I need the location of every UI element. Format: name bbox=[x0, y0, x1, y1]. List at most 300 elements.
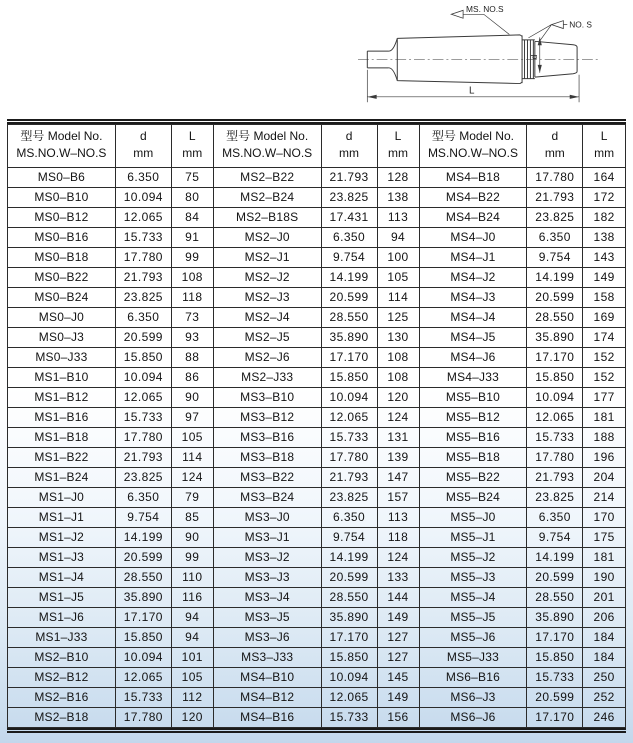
d-cell: 17.170 bbox=[115, 607, 171, 627]
table-row bbox=[8, 587, 626, 607]
d-cell: 15.850 bbox=[527, 367, 583, 387]
l-cell: 114 bbox=[377, 287, 419, 307]
table-row bbox=[8, 567, 626, 587]
model-cell: MS2–B22 bbox=[213, 167, 321, 187]
spec-table-head bbox=[8, 125, 626, 168]
model-cell: MS5–J0 bbox=[419, 507, 527, 527]
d-cell: 20.599 bbox=[115, 327, 171, 347]
model-cell: MS3–J4 bbox=[213, 587, 321, 607]
model-cell: MS1–J2 bbox=[8, 527, 116, 547]
l-cell: 170 bbox=[583, 507, 626, 527]
model-cell: MS3–B18 bbox=[213, 447, 321, 467]
d-cell: 21.793 bbox=[321, 467, 377, 487]
d-cell: 15.733 bbox=[115, 407, 171, 427]
l-cell: 93 bbox=[171, 327, 213, 347]
l-cell: 108 bbox=[171, 267, 213, 287]
d-cell: 14.199 bbox=[321, 267, 377, 287]
model-cell: MS2–B24 bbox=[213, 187, 321, 207]
l-cell: 157 bbox=[377, 487, 419, 507]
d-cell: 15.733 bbox=[527, 667, 583, 687]
d-cell: 23.825 bbox=[321, 187, 377, 207]
arbor-drawing-svg bbox=[308, 2, 631, 115]
l-cell: 128 bbox=[377, 167, 419, 187]
l-arrow-right bbox=[570, 95, 579, 99]
model-cell: MS3–J2 bbox=[213, 547, 321, 567]
table-row bbox=[8, 687, 626, 707]
d-cell: 21.793 bbox=[527, 467, 583, 487]
d-cell: 28.550 bbox=[527, 587, 583, 607]
d-cell: 15.850 bbox=[115, 627, 171, 647]
l-cell: 139 bbox=[377, 447, 419, 467]
d-cell: 21.793 bbox=[527, 187, 583, 207]
model-cell: MS5–J1 bbox=[419, 527, 527, 547]
model-cell: MS4–J2 bbox=[419, 267, 527, 287]
technical-drawing bbox=[308, 2, 631, 115]
l-cell: 152 bbox=[583, 367, 626, 387]
l-cell: 108 bbox=[377, 367, 419, 387]
model-cell: MS0–J0 bbox=[8, 307, 116, 327]
table-row bbox=[8, 207, 626, 227]
d-cell: 21.793 bbox=[321, 167, 377, 187]
d-cell: 15.850 bbox=[321, 647, 377, 667]
l-cell: 105 bbox=[171, 427, 213, 447]
header-l: L mm bbox=[377, 125, 419, 168]
d-cell: 15.733 bbox=[321, 707, 377, 727]
d-cell: 6.350 bbox=[321, 227, 377, 247]
model-cell: MS5–J5 bbox=[419, 607, 527, 627]
d-cell: 28.550 bbox=[321, 307, 377, 327]
model-cell: MS1–B12 bbox=[8, 387, 116, 407]
d-cell: 15.733 bbox=[321, 427, 377, 447]
d-cell: 15.733 bbox=[527, 427, 583, 447]
l-cell: 149 bbox=[377, 607, 419, 627]
d-cell: 35.890 bbox=[115, 587, 171, 607]
d-cell: 6.350 bbox=[115, 307, 171, 327]
model-cell: MS3–B24 bbox=[213, 487, 321, 507]
l-cell: 114 bbox=[171, 447, 213, 467]
model-cell: MS5–J2 bbox=[419, 547, 527, 567]
l-cell: 116 bbox=[171, 587, 213, 607]
d-cell: 15.850 bbox=[115, 347, 171, 367]
l-cell: 152 bbox=[583, 347, 626, 367]
l-cell: 138 bbox=[583, 227, 626, 247]
l-cell: 75 bbox=[171, 167, 213, 187]
d-cell: 14.199 bbox=[321, 547, 377, 567]
d-cell: 20.599 bbox=[321, 287, 377, 307]
l-cell: 144 bbox=[377, 587, 419, 607]
l-cell: 184 bbox=[583, 627, 626, 647]
model-cell: MS4–B10 bbox=[213, 667, 321, 687]
d-cell: 6.350 bbox=[527, 227, 583, 247]
d-cell: 23.825 bbox=[115, 287, 171, 307]
l-cell: 133 bbox=[377, 567, 419, 587]
model-cell: MS4–B18 bbox=[419, 167, 527, 187]
model-cell: MS4–B12 bbox=[213, 687, 321, 707]
d-cell: 10.094 bbox=[321, 667, 377, 687]
model-cell: MS2–B12 bbox=[8, 667, 116, 687]
l-cell: 246 bbox=[583, 707, 626, 727]
d-cell: 9.754 bbox=[321, 247, 377, 267]
l-cell: 113 bbox=[377, 507, 419, 527]
model-cell: MS3–B22 bbox=[213, 467, 321, 487]
l-cell: 105 bbox=[377, 267, 419, 287]
l-cell: 181 bbox=[583, 547, 626, 567]
d-cell: 35.890 bbox=[527, 607, 583, 627]
table-row bbox=[8, 487, 626, 507]
d-arrow-bottom bbox=[538, 65, 542, 73]
d-cell: 15.850 bbox=[321, 367, 377, 387]
model-cell: MS5–J6 bbox=[419, 627, 527, 647]
d-cell: 20.599 bbox=[115, 547, 171, 567]
leader-morse bbox=[463, 14, 509, 34]
l-cell: 131 bbox=[377, 427, 419, 447]
l-cell: 110 bbox=[171, 567, 213, 587]
d-cell: 35.890 bbox=[527, 327, 583, 347]
model-cell: MS3–J6 bbox=[213, 627, 321, 647]
l-cell: 127 bbox=[377, 627, 419, 647]
l-cell: 125 bbox=[377, 307, 419, 327]
model-cell: MS1–J1 bbox=[8, 507, 116, 527]
morse-taper-label: MS. NO.S bbox=[466, 3, 504, 14]
model-cell: MS1–J33 bbox=[8, 627, 116, 647]
table-row bbox=[8, 327, 626, 347]
table-row bbox=[8, 367, 626, 387]
d-cell: 15.850 bbox=[527, 647, 583, 667]
table-row bbox=[8, 667, 626, 687]
table-row bbox=[8, 347, 626, 367]
l-cell: 188 bbox=[583, 427, 626, 447]
table-row bbox=[8, 187, 626, 207]
header-model: 型号 Model No. MS.NO.W–NO.S bbox=[419, 125, 527, 168]
table-row bbox=[8, 467, 626, 487]
d-cell: 12.065 bbox=[115, 207, 171, 227]
l-cell: 79 bbox=[171, 487, 213, 507]
model-cell: MS1–B22 bbox=[8, 447, 116, 467]
d-cell: 28.550 bbox=[527, 307, 583, 327]
model-cell: MS2–B18S bbox=[213, 207, 321, 227]
l-cell: 145 bbox=[377, 667, 419, 687]
model-cell: MS4–J33 bbox=[419, 367, 527, 387]
d-cell: 9.754 bbox=[321, 527, 377, 547]
d-cell: 10.094 bbox=[115, 187, 171, 207]
table-row bbox=[8, 427, 626, 447]
l-cell: 94 bbox=[377, 227, 419, 247]
table-row bbox=[8, 307, 626, 327]
d-cell: 10.094 bbox=[115, 367, 171, 387]
d-cell: 20.599 bbox=[321, 567, 377, 587]
model-cell: MS1–J5 bbox=[8, 587, 116, 607]
l-cell: 101 bbox=[171, 647, 213, 667]
l-cell: 118 bbox=[171, 287, 213, 307]
d-cell: 17.170 bbox=[321, 347, 377, 367]
model-cell: MS0–J3 bbox=[8, 327, 116, 347]
d-cell: 17.170 bbox=[527, 347, 583, 367]
model-cell: MS2–J33 bbox=[213, 367, 321, 387]
header-d: d mm bbox=[527, 125, 583, 168]
d-cell: 17.780 bbox=[115, 247, 171, 267]
header-l: L mm bbox=[583, 125, 626, 168]
l-cell: 99 bbox=[171, 247, 213, 267]
model-cell: MS5–J3 bbox=[419, 567, 527, 587]
model-cell: MS5–B24 bbox=[419, 487, 527, 507]
model-cell: MS4–J6 bbox=[419, 347, 527, 367]
table-row bbox=[8, 287, 626, 307]
model-cell: MS5–B12 bbox=[419, 407, 527, 427]
model-cell: MS1–B24 bbox=[8, 467, 116, 487]
table-row bbox=[8, 407, 626, 427]
l-cell: 108 bbox=[377, 347, 419, 367]
model-cell: MS2–B10 bbox=[8, 647, 116, 667]
model-cell: MS4–J1 bbox=[419, 247, 527, 267]
model-cell: MS5–B22 bbox=[419, 467, 527, 487]
table-row bbox=[8, 627, 626, 647]
l-cell: 206 bbox=[583, 607, 626, 627]
l-cell: 112 bbox=[171, 687, 213, 707]
model-cell: MS2–J3 bbox=[213, 287, 321, 307]
model-cell: MS0–B22 bbox=[8, 267, 116, 287]
d-cell: 15.733 bbox=[115, 687, 171, 707]
l-cell: 80 bbox=[171, 187, 213, 207]
model-cell: MS3–J5 bbox=[213, 607, 321, 627]
model-cell: MS0–B12 bbox=[8, 207, 116, 227]
l-cell: 214 bbox=[583, 487, 626, 507]
model-cell: MS4–J3 bbox=[419, 287, 527, 307]
l-cell: 90 bbox=[171, 527, 213, 547]
l-cell: 172 bbox=[583, 187, 626, 207]
l-cell: 156 bbox=[377, 707, 419, 727]
table-row bbox=[8, 267, 626, 287]
model-cell: MS1–J4 bbox=[8, 567, 116, 587]
d-cell: 20.599 bbox=[527, 687, 583, 707]
table-row bbox=[8, 547, 626, 567]
l-cell: 124 bbox=[377, 407, 419, 427]
table-row bbox=[8, 167, 626, 187]
l-cell: 196 bbox=[583, 447, 626, 467]
d-cell: 21.793 bbox=[115, 267, 171, 287]
l-cell: 143 bbox=[583, 247, 626, 267]
d-cell: 17.431 bbox=[321, 207, 377, 227]
model-cell: MS3–B16 bbox=[213, 427, 321, 447]
d-cell: 14.199 bbox=[115, 527, 171, 547]
l-cell: 250 bbox=[583, 667, 626, 687]
l-cell: 175 bbox=[583, 527, 626, 547]
d-cell: 17.170 bbox=[321, 627, 377, 647]
spec-table bbox=[7, 124, 626, 728]
table-row bbox=[8, 507, 626, 527]
model-cell: MS0–B24 bbox=[8, 287, 116, 307]
spec-table-body bbox=[8, 167, 626, 727]
model-cell: MS3–J3 bbox=[213, 567, 321, 587]
model-cell: MS4–J4 bbox=[419, 307, 527, 327]
d-cell: 6.350 bbox=[115, 487, 171, 507]
l-cell: 174 bbox=[583, 327, 626, 347]
d-cell: 17.780 bbox=[527, 447, 583, 467]
model-cell: MS3–J33 bbox=[213, 647, 321, 667]
d-cell: 9.754 bbox=[115, 507, 171, 527]
model-cell: MS2–J1 bbox=[213, 247, 321, 267]
l-cell: 88 bbox=[171, 347, 213, 367]
model-cell: MS3–J0 bbox=[213, 507, 321, 527]
d-cell: 9.754 bbox=[527, 247, 583, 267]
model-cell: MS2–B16 bbox=[8, 687, 116, 707]
l-cell: 73 bbox=[171, 307, 213, 327]
l-cell: 149 bbox=[583, 267, 626, 287]
d-cell: 23.825 bbox=[321, 487, 377, 507]
model-cell: MS0–B6 bbox=[8, 167, 116, 187]
model-cell: MS4–B16 bbox=[213, 707, 321, 727]
table-row bbox=[8, 247, 626, 267]
model-cell: MS5–B16 bbox=[419, 427, 527, 447]
d-cell: 28.550 bbox=[321, 587, 377, 607]
d-cell: 12.065 bbox=[115, 667, 171, 687]
l-cell: 181 bbox=[583, 407, 626, 427]
spec-table-wrap bbox=[7, 119, 626, 733]
l-cell: 164 bbox=[583, 167, 626, 187]
model-cell: MS3–B10 bbox=[213, 387, 321, 407]
header-d: d mm bbox=[321, 125, 377, 168]
d-cell: 12.065 bbox=[527, 407, 583, 427]
d-cell: 15.733 bbox=[115, 227, 171, 247]
l-cell: 99 bbox=[171, 547, 213, 567]
model-cell: MS2–J5 bbox=[213, 327, 321, 347]
d-cell: 28.550 bbox=[115, 567, 171, 587]
table-row bbox=[8, 607, 626, 627]
model-cell: MS0–J33 bbox=[8, 347, 116, 367]
model-cell: MS5–B18 bbox=[419, 447, 527, 467]
model-cell: MS1–J3 bbox=[8, 547, 116, 567]
d-cell: 12.065 bbox=[321, 687, 377, 707]
l-cell: 147 bbox=[377, 467, 419, 487]
model-cell: MS6–J3 bbox=[419, 687, 527, 707]
d-cell: 20.599 bbox=[527, 567, 583, 587]
header-model: 型号 Model No. MS.NO.W–NO.S bbox=[213, 125, 321, 168]
d-cell: 6.350 bbox=[527, 507, 583, 527]
l-cell: 124 bbox=[171, 467, 213, 487]
l-cell: 138 bbox=[377, 187, 419, 207]
model-cell: MS2–J0 bbox=[213, 227, 321, 247]
chuck-taper-label: NO. S bbox=[569, 19, 592, 30]
model-cell: MS4–J5 bbox=[419, 327, 527, 347]
d-cell: 17.780 bbox=[527, 167, 583, 187]
d-cell: 12.065 bbox=[115, 387, 171, 407]
leader-arrow-morse bbox=[451, 10, 463, 18]
l-cell: 94 bbox=[171, 627, 213, 647]
l-cell: 127 bbox=[377, 647, 419, 667]
table-row bbox=[8, 227, 626, 247]
model-cell: MS5–J4 bbox=[419, 587, 527, 607]
l-cell: 97 bbox=[171, 407, 213, 427]
model-cell: MS1–B16 bbox=[8, 407, 116, 427]
model-cell: MS3–J1 bbox=[213, 527, 321, 547]
l-cell: 149 bbox=[377, 687, 419, 707]
length-dim-label: L bbox=[469, 85, 475, 97]
model-cell: MS2–J4 bbox=[213, 307, 321, 327]
l-cell: 100 bbox=[377, 247, 419, 267]
l-cell: 158 bbox=[583, 287, 626, 307]
model-cell: MS5–B10 bbox=[419, 387, 527, 407]
d-cell: 23.825 bbox=[115, 467, 171, 487]
model-cell: MS6–B16 bbox=[419, 667, 527, 687]
l-cell: 252 bbox=[583, 687, 626, 707]
l-cell: 177 bbox=[583, 387, 626, 407]
d-cell: 23.825 bbox=[527, 207, 583, 227]
d-cell: 14.199 bbox=[527, 547, 583, 567]
d-cell: 10.094 bbox=[115, 647, 171, 667]
l-cell: 124 bbox=[377, 547, 419, 567]
d-cell: 17.780 bbox=[115, 707, 171, 727]
model-cell: MS5–J33 bbox=[419, 647, 527, 667]
model-cell: MS0–B16 bbox=[8, 227, 116, 247]
table-row bbox=[8, 387, 626, 407]
l-cell: 120 bbox=[377, 387, 419, 407]
l-cell: 90 bbox=[171, 387, 213, 407]
d-cell: 35.890 bbox=[321, 607, 377, 627]
header-l: L mm bbox=[171, 125, 213, 168]
model-cell: MS3–B12 bbox=[213, 407, 321, 427]
model-cell: MS4–J0 bbox=[419, 227, 527, 247]
d-cell: 12.065 bbox=[321, 407, 377, 427]
l-cell: 91 bbox=[171, 227, 213, 247]
model-cell: MS2–J2 bbox=[213, 267, 321, 287]
l-cell: 84 bbox=[171, 207, 213, 227]
d-cell: 17.170 bbox=[527, 707, 583, 727]
d-cell: 21.793 bbox=[115, 447, 171, 467]
model-cell: MS1–J6 bbox=[8, 607, 116, 627]
l-cell: 130 bbox=[377, 327, 419, 347]
l-cell: 201 bbox=[583, 587, 626, 607]
d-cell: 14.199 bbox=[527, 267, 583, 287]
model-cell: MS0–B10 bbox=[8, 187, 116, 207]
d-cell: 6.350 bbox=[115, 167, 171, 187]
table-row bbox=[8, 527, 626, 547]
d-cell: 10.094 bbox=[321, 387, 377, 407]
l-cell: 169 bbox=[583, 307, 626, 327]
l-cell: 105 bbox=[171, 667, 213, 687]
header-model: 型号 Model No. MS.NO.W–NO.S bbox=[8, 125, 116, 168]
d-cell: 23.825 bbox=[527, 487, 583, 507]
diameter-dim-label: d bbox=[528, 54, 539, 60]
l-cell: 184 bbox=[583, 647, 626, 667]
l-cell: 182 bbox=[583, 207, 626, 227]
leader-arrow-chuck bbox=[552, 21, 564, 29]
l-cell: 204 bbox=[583, 467, 626, 487]
l-cell: 118 bbox=[377, 527, 419, 547]
d-cell: 9.754 bbox=[527, 527, 583, 547]
l-arrow-left bbox=[367, 95, 376, 99]
model-cell: MS1–J0 bbox=[8, 487, 116, 507]
header-row bbox=[8, 125, 626, 168]
model-cell: MS1–B10 bbox=[8, 367, 116, 387]
table-row bbox=[8, 707, 626, 727]
d-cell: 10.094 bbox=[527, 387, 583, 407]
l-cell: 190 bbox=[583, 567, 626, 587]
table-row bbox=[8, 447, 626, 467]
table-row bbox=[8, 647, 626, 667]
d-cell: 17.170 bbox=[527, 627, 583, 647]
d-cell: 6.350 bbox=[321, 507, 377, 527]
l-cell: 85 bbox=[171, 507, 213, 527]
model-cell: MS6–J6 bbox=[419, 707, 527, 727]
d-cell: 35.890 bbox=[321, 327, 377, 347]
model-cell: MS0–B18 bbox=[8, 247, 116, 267]
model-cell: MS2–B18 bbox=[8, 707, 116, 727]
model-cell: MS1–B18 bbox=[8, 427, 116, 447]
model-cell: MS4–B24 bbox=[419, 207, 527, 227]
l-cell: 113 bbox=[377, 207, 419, 227]
l-cell: 94 bbox=[171, 607, 213, 627]
l-cell: 120 bbox=[171, 707, 213, 727]
l-cell: 86 bbox=[171, 367, 213, 387]
